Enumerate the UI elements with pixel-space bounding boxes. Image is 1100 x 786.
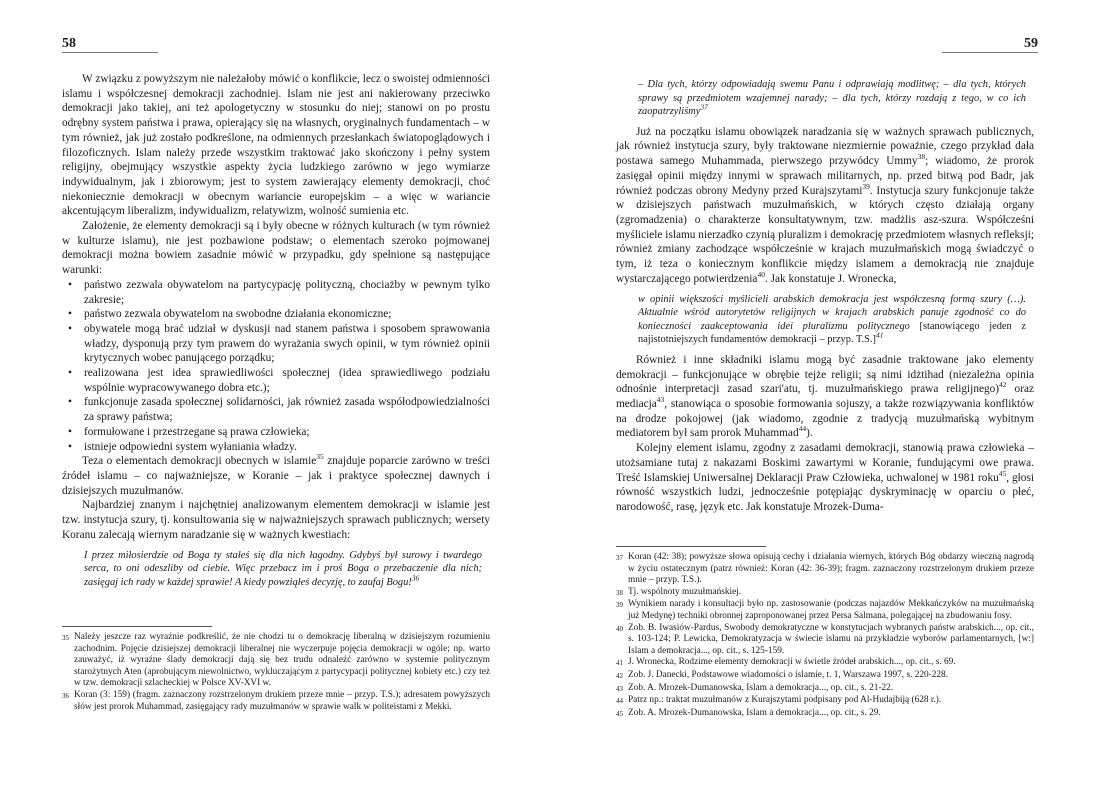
paragraph [616,441,1034,515]
footnote [616,670,1034,683]
footnote-text: Wynikiem narady i konsultacji było np. zastosowanie (podczas najazdów Mekkańczyków na muzułmańską już Medynę) techniki obronnej zaproponowanej przez Persa Salmana, polegającej na zbudowaniu fosy. [628,599,1034,621]
list-item: • obywatele mogą brać udział w dyskusji nad stanem państwa i sposobem sprawowania władzy, dysponują przy tym prawem do wyrażania swych opinii, w tym również opinii krytycznych wobec panującego porządku; [84,322,490,366]
footnote-text: Należy jeszcze raz wyraźnie podkreślić, że nie chodzi tu o demokrację liberalną w dzisiejszym rozumieniu zachodnim. Pojęcie dzisiejszej demokracji liberalnej nie wyczerpuje pojęcia demokracji w ogóle; np. warto zauważyć, iż wyraźne ślady demokracji dają się bez trudu odnaleźć zarówno w systemie politycznym starożytnych Aten (aprobującym niewolnictwo, wykluczającym z partycypacji politycznej kobiety etc.) czy też w tzw. demokracji szlacheckiej w Polsce XV-XVI w. [74,632,490,689]
footnote-ref[interactable]: 37 [700,102,708,112]
footnote-number: 45 [616,709,623,718]
paragraph [616,353,1034,441]
footnote-text: Koran (3: 159) (fragm. zaznaczony rozstrzelonym drukiem przeze mnie – przyp. T.S.); adresatem powyższych słów jest prorok Muhammad, zasięgający rady muzułmanów w sprawie walk w politeistami z Mekki. [74,689,490,712]
footnote [616,587,1034,600]
footnote-number: 38 [616,588,623,597]
footnote-text: Patrz np.: traktat muzułmanów z Kurajszytami podpisany pod Al-Hudajbiją (628 r.). [628,695,942,706]
footnote-number: 39 [616,601,623,610]
footnote-rule [62,626,212,627]
list-item: • formułowane i przestrzegane są prawa człowieka; [84,425,490,440]
paragraph: Najbardziej znanym i najchętniej analizowanym elementem demokracji w islamie jest tzw. instytucja szury, tj. konsultowania się w najważniejszych sprawach publicznych; wersety Koranu zalecają wiernym naradzanie się w ważnych kwestiach: [62,499,490,541]
header-rule [942,52,1038,53]
footnote-text: Zob. A. Mrozek-Dumanowska, Islam a demokracja..., op. cit., s. 21-22. [628,682,894,693]
footnote-ref[interactable]: 43 [656,395,665,405]
footnote-text: Zob. J. Danecki, Podstawowe wiadomości o islamie, t. 1, Warszawa 1997, s. 220-228. [628,669,949,680]
footnote-ref[interactable]: 41 [875,330,884,340]
footnotes [62,626,490,713]
footnote-ref[interactable]: 36 [411,573,420,583]
paragraph [62,454,490,498]
footnote [616,683,1034,696]
paragraph-text: ). [806,427,813,440]
footnote [616,599,1034,622]
paragraph-text: znajduje poparcie zarówno w treści źródeł islamu – co najważniejsze, w Koranie – jak i praktyce społecznej dawnych i dzisiejszych muzułmanów. [62,455,490,497]
footnote [616,695,1034,708]
right-page [550,0,1100,786]
paragraph-text: , głosi równość wszystkich ludzi, jednocześnie potępiając dyskryminację w oparciu o płeć, narodowość, rasę, język etc. Jak konstatuje Mrozek-Duma- [616,471,1034,513]
paragraph-text: ; wiadomo, że prorok zasięgał opinii między innymi w sprawach militarnych, np. przed bitwą pod Badr, jak również podczas obrony Medyny przed Kurajszytami [616,155,1035,197]
paragraph-text: Również i inne składniki islamu mogą być zasadnie traktowane jako elementy demokracji – funkcjonujące w obrębie tejże religii; są nimi idżtihad (niezależna opinia odnośnie interpretacji zasad szari'atu, tj. muzułmańskiego prawa religijnego) [616,353,1034,396]
footnote-ref[interactable]: 38 [917,152,926,162]
footnotes [616,546,1034,720]
paragraph: Założenie, że elementy demokracji są i były obecne w różnych kulturach (w tym również w kulturze islamu), nie jest pozbawione podstaw; o elementach szeroko pojmowanej demokracji można bowiem zasadnie mówić w przypadku, gdy spełnione są następujące warunki: [62,220,490,277]
paragraph [616,125,1034,287]
quote-text: w opinii większości myślicieli arabskich demokracja jest współczesną formą szury (…). Aktualnie wśród autorytetów religijnych w krajach arabskich panuje zgodność co do konieczności zaakceptowania idei pluralizmu politycznego [638,293,1026,332]
footnote [62,632,490,690]
paragraph-text: Teza o elementach demokracji obecnych w islamie [82,455,317,468]
footnote-number: 42 [616,671,623,680]
block-quote [638,293,1026,347]
list-item: • istnieje odpowiedni system wyłaniania władzy. [84,440,490,455]
footnote-ref[interactable]: 39 [862,181,870,191]
footnote-ref[interactable]: 45 [998,468,1007,478]
footnote-number: 43 [616,684,623,693]
list-item: • państwo zezwala obywatelom na partycypację polityczną, chociażby w pewnym tylko zakresie; [84,278,490,307]
footnote [616,552,1034,587]
footnote-ref[interactable]: 35 [316,452,324,462]
list-item: • realizowana jest idea sprawiedliwości społecznej (idea sprawiedliwego podziału wspólnie wypracowywanego dobra etc.); [84,366,490,395]
main-text [616,78,1034,515]
paragraph-text: Już na początku islamu obowiązek naradzania się w ważnych sprawach publicznych, jak również instytucja szury, były traktowane niezmiernie poważnie, czego przykład dała postawa samego Muhammada, pierwszego przywódcy Ummy [616,125,1034,168]
footnote-text: Koran (42: 38); powyższe słowa opisują cechy i działania wiernych, których Bóg obdarzy wieczną nagrodą w życiu ostatecznym (patrz również: Koran (42: 36-39); fragm. zaznaczony rozstrzelonym drukiem przeze mnie – przyp. T.S.). [628,552,1034,586]
footnote-text: J. Wronecka, Rodzime elementy demokracji w świetle źródeł arabskich..., op. cit., s. 69. [628,657,956,668]
paragraph-text: Kolejny element islamu, zgodny z zasadami demokracji, stanowią prawa człowieka – utożsamiane tutaj z nakazami Boskimi zawartymi w Koranie, fundującymi owe prawa. Treść Islamskiej Uniwersalnej Deklaracji Praw Człowieka, uchwalonej w 1981 roku [616,442,1034,484]
conditions-list [62,278,490,454]
footnote-ref[interactable]: 40 [757,270,765,280]
page-number: 58 [62,36,76,51]
header-rule [62,52,158,53]
footnote-rule [616,546,766,547]
footnote [62,690,490,713]
footnote-text: Tj. wspólnoty muzułmańskiej. [628,586,742,597]
footnote-number: 37 [616,554,623,562]
paragraph-text: , stanowiąca o sposobie formowania sojuszy, a także rozwiązywania konfliktów na drodze pokojowej (jak wiadomo, zgodnie z tradycją muzułmańską wybitnym mediatorem był sam prorok Muhammad [616,398,1034,440]
footnote-text: Zob. A. Mrozek-Dumanowska, Islam a demokracja..., op. cit., s. 29. [628,707,881,718]
list-item: • funkcjonuje zasada społecznej solidarności, jak również zasada współodpowiedzialności za sprawy państwa; [84,395,490,424]
paragraph: W związku z powyższym nie należałoby mówić o konflikcie, lecz o swoistej odmienności islamu i współczesnej demokracji zachodniej. Islam nie jest ani nakierowany przeciwko demokracji jako takiej, ani też apologetyczny w stosunku do niej; stanowi on po prostu odrębny system państwa i prawa, opierający się na własnych, oryginalnych fundamentach – w tym również, jak już zostało podkreślone, na odmiennych przesłankach światopoglądowych i filozoficznych. Islam należy przede wszystkim traktować jako skończony i pełny system religijny, obejmujący wszystkie aspekty życia ludzkiego zarówno w jego wymiarze indywidualnym, jak i zbiorowym; jest to system zawierający elementy demokracji, choć niekoniecznie demokracji w obecnym wariancie europejskim – a więc w wariancie akcentującym liberalizm, indywidualizm, relatywizm, wolność sumienia etc. [62,73,490,218]
quote-text: – Dla tych, którzy odpowiadają swemu Panu i odprawiają modlitwę; – dla tych, których sprawy są przedmiotem wzajemnej narady; – dla tych, którzy rozdają z tego, w co ich zaopatrzyliśmy [638,79,1026,118]
paragraph-text: oraz mediacja [616,383,1034,410]
footnote-number: 40 [616,624,623,633]
footnote-number: 35 [62,634,69,642]
list-item: • państwo zezwala obywatelom na swobodne działania ekonomiczne; [84,307,490,322]
paragraph-text: . Jak konstatuje J. Wronecka, [764,272,897,285]
quote-note: [stanowiącego jeden z najistotniejszych fundamentów demokracji – przyp. T.S.] [638,320,1026,346]
block-quote [84,549,482,590]
paragraph-text: . Instytucja szury funkcjonuje także w dzisiejszych państwach muzułmańskich, w których często działają organy (zgromadzenia) o charakterze konsultatywnym, tzw. madżlis asz-szura. Współcześni myśliciele islamu nierzadko czynią pluralizm i demokrację przedmiotem własnych refleksji; również zmiany zachodzące współcześnie w krajach muzułmańskich mogą świadczyć o tym, iż teza o koniecznym konflikcie między islamem a demokracją nie znajduje wystarczającego potwierdzenia [616,184,1034,285]
footnote [616,623,1034,658]
quote-text: I przez miłosierdzie od Boga ty stałeś się dla nich łagodny. Gdybyś był surowy i twardego serca, to oni odeszliby od ciebie. Więc przebacz im i proś Boga o przebaczenie dla nich; zasięgaj ich rady w każdej sprawie! A kiedy powziąłeś decyzję, to zaufaj Bogu! [84,549,482,588]
footnote-text: Zob. B. Iwasiów-Pardus, Swobody demokratyczne w konstytucjach wybranych państw arabskich..., op. cit., s. 103-124; P. Lewicka, Demokratyzacja w świecie islamu na przykładzie wyborów parlamentarnych, [w:] Islam a demokracja..., op. cit., s. 125-159. [628,622,1034,656]
footnote-number: 36 [62,691,69,700]
footnote-number: 41 [616,659,623,668]
footnote [616,708,1034,721]
footnote [616,657,1034,670]
footnote-ref[interactable]: 42 [999,380,1007,390]
footnote-number: 44 [616,697,623,706]
main-text [62,72,490,595]
footnote-ref[interactable]: 44 [798,424,807,434]
block-quote [638,78,1026,119]
page-number: 59 [1024,36,1038,51]
